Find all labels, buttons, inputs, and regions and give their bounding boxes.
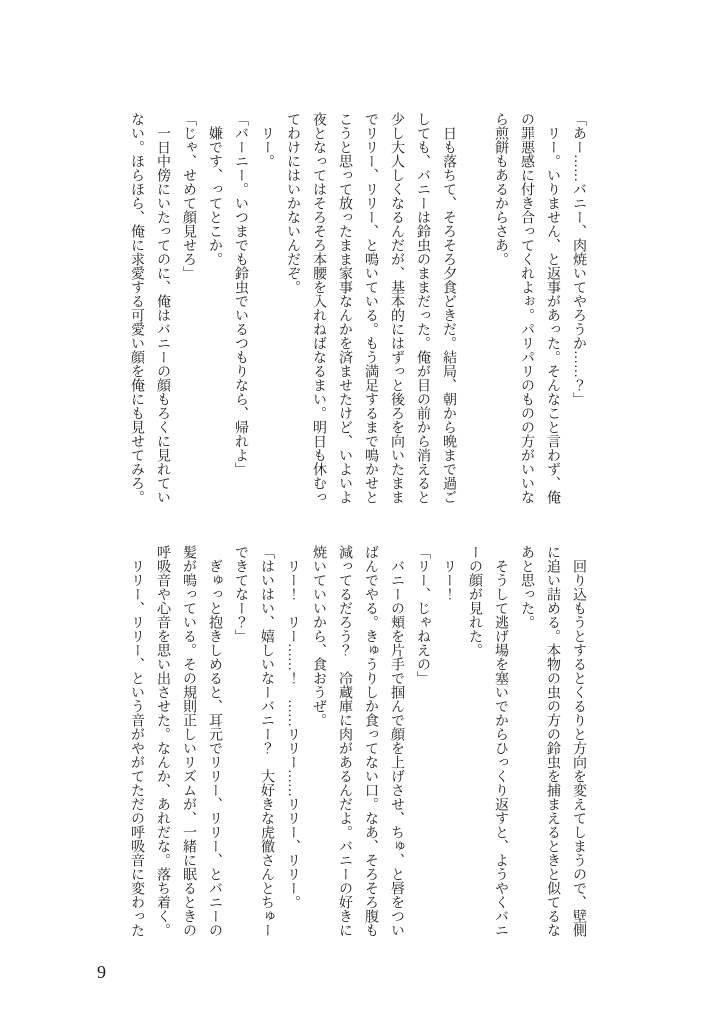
paragraph: 一日中傍にいたってのに、俺はバニーの顔もろくに見れていない。ほらほら、俺に求愛する可愛い顔を俺にも見せてみろ。 [129, 112, 170, 504]
paragraph: リー！ [441, 559, 456, 601]
paragraph: リリー、リリー、という音がやがてただの呼吸音に変わった [129, 559, 144, 937]
paragraph: リー！ リー……！ ……リリー……リリー、リリー。 [285, 559, 300, 909]
paragraph: 「じゃ、せめて顔見せろ」 [181, 112, 196, 280]
upper-text-band [123, 112, 591, 505]
page-number: 9 [97, 962, 106, 982]
paragraph: リー。いりません、と返事があった。そんなこと言わず、俺の罪悪感に付き合ってくれよぉ。パリパリのものの方がいいなら煎餅もあるからさあ。 [493, 112, 560, 504]
paragraph: バニーの頬を片手で掴んで顔を上げさせ、ちゅ、と唇をついばんでやる。きゅうりしか食ってない口。なあ、そろそろ腹も減ってるだろう？ 冷蔵庫に肉があるんだよ。バニーの好きに焼いていいから、食おうぜ。 [311, 545, 404, 937]
paragraph: 「はいはい、嬉しいなーバニー？ 大好きな虎徹さんとちゅーできてなー？」 [233, 545, 274, 937]
paragraph: 回り込もうとするとくるりと方向を変えてしまうので、壁側に追い詰める。本物の虫の方の鈴虫を捕まえるときと似てるなあと思った。 [519, 545, 586, 937]
paragraph: 嫌です、ってとこか。 [207, 126, 222, 266]
lower-text-band [123, 545, 591, 938]
paragraph: 「バーニー。いつまでも鈴虫でいるつもりなら、帰れよ」 [233, 112, 248, 476]
paragraph: 「あー……バニー、肉焼いてやろうか……？」 [571, 112, 586, 406]
paragraph: ぎゅっと抱きしめると、耳元でリリー、リリー、とバニーの髪が鳴っている。その規則正しいリズムが、一緒に眠るときの呼吸音や心音を思い出させた。なんか、あれだな。落ち着く。 [155, 545, 222, 937]
paragraph: そうして逃げ場を塞いでからひっくり返すと、ようやくバニーの顔が見れた。 [467, 545, 508, 937]
paragraph: 日も落ちて、そろそろ夕食どきだ。結局、朝から晩まで過ごしても、バニーは鈴虫のままだった。俺が目の前から消えると少し大人しくなるんだが、基本的にはずっと後ろを向いたままでリリー、リリー、と鳴いている。もう満足するまで鳴かせとこうと思って放ったまま家事なんかを済ませたけど、いよいよ夜となってはそろそろ本腰を入れねばなるまい。明日も休むってわけにはいかないんだぞ。 [285, 112, 456, 504]
scene-break [461, 112, 487, 505]
paragraph: リー。 [259, 126, 274, 168]
paragraph: 「リー、じゃねえの」 [415, 545, 430, 685]
